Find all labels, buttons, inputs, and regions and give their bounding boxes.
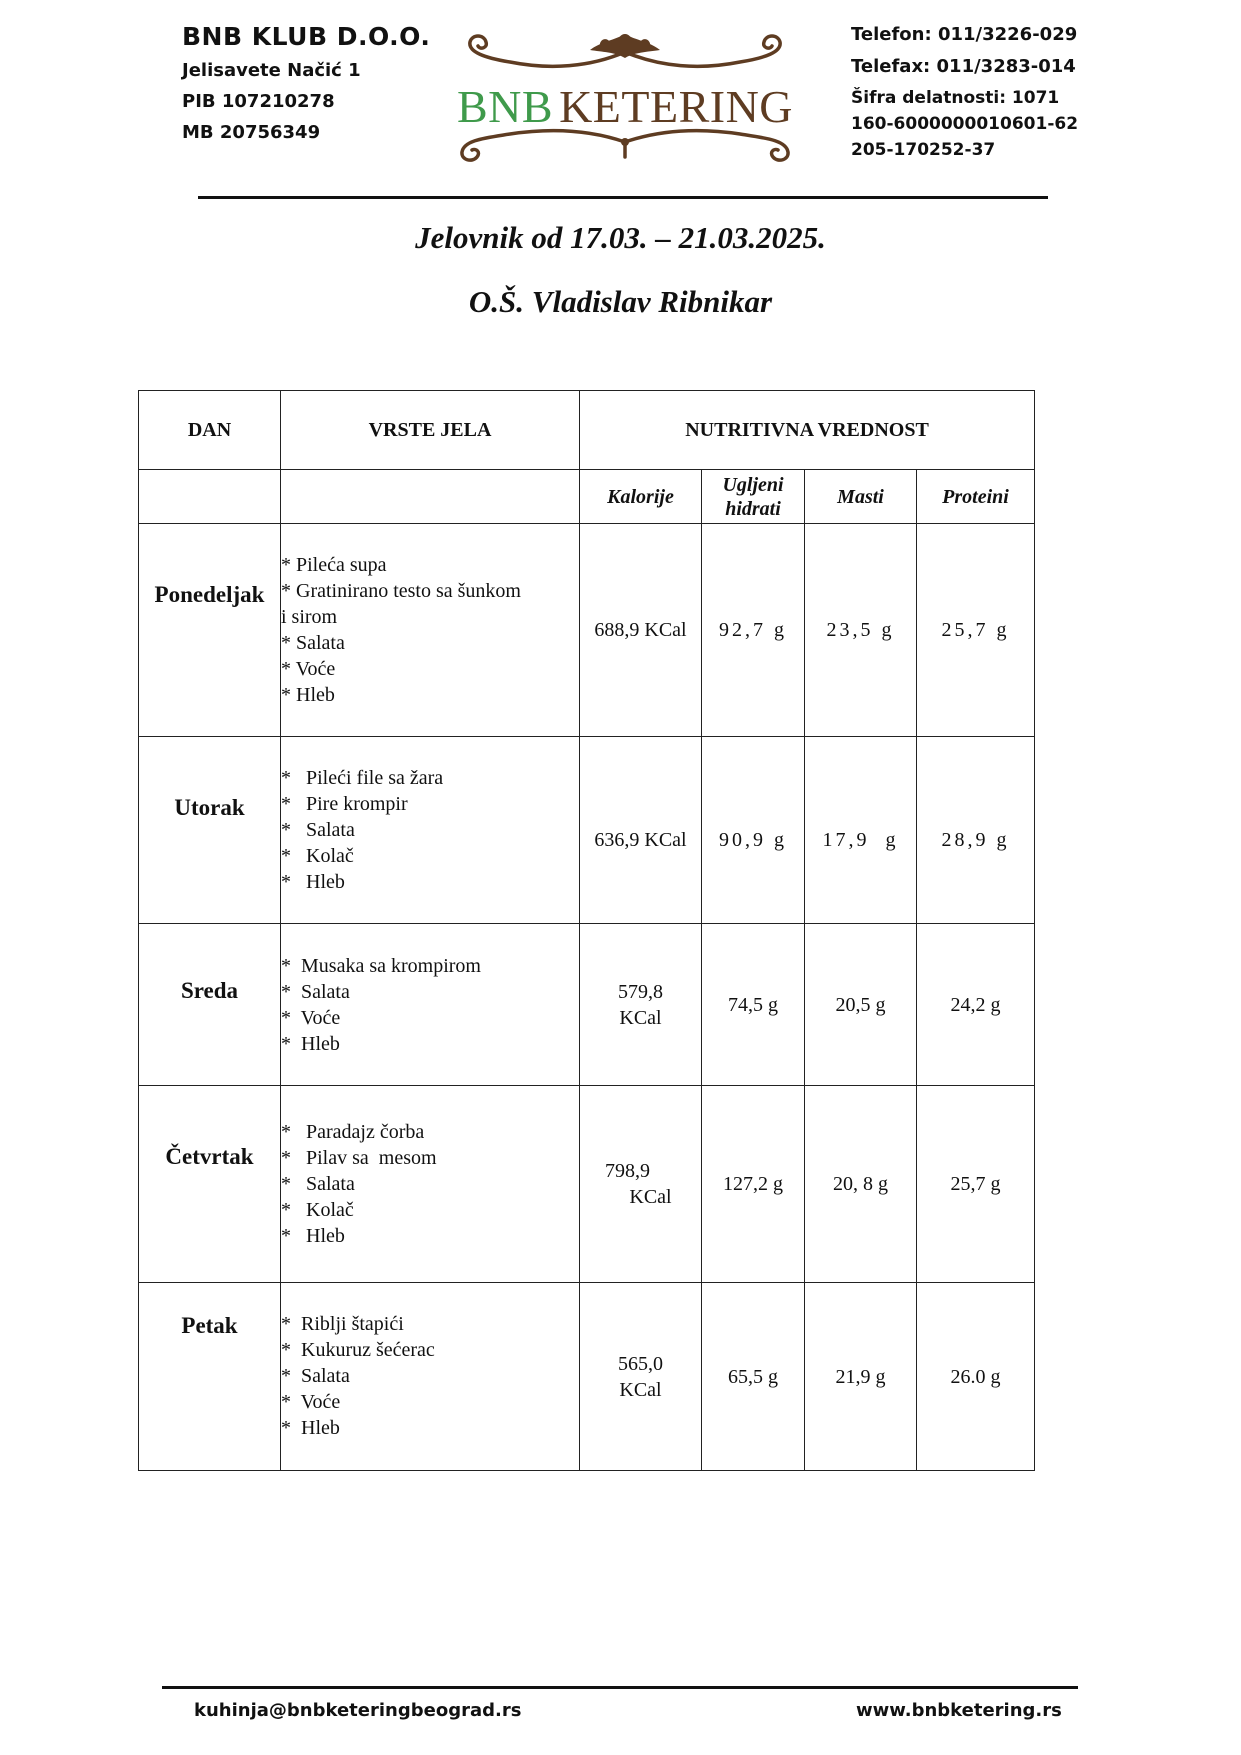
carbs-cell: 90,9 g	[702, 737, 805, 924]
dish-item: * Kolač	[281, 1199, 354, 1221]
carbs-cell: 92,7 g	[702, 524, 805, 737]
dish-item: * Pilav sa mesom	[281, 1147, 437, 1169]
subheader-calories	[580, 470, 702, 524]
dish-item: * Paradajz čorba	[281, 1121, 425, 1143]
dishes-cell	[281, 737, 580, 924]
dish-item: * Salata	[281, 632, 345, 654]
calories-unit: KCal	[629, 1186, 672, 1208]
table-row	[139, 1086, 1035, 1283]
day-cell: Petak	[139, 1283, 281, 1471]
subheader-calories-label: Kalorije	[607, 485, 674, 508]
dish-item: * Hleb	[281, 1417, 340, 1439]
contact-info	[851, 24, 1078, 166]
dish-item: * Hleb	[281, 1032, 340, 1055]
calories-value: 798,9	[605, 1160, 650, 1182]
calories-value: 688,9 KCal	[594, 619, 687, 641]
footer-email[interactable]: kuhinja@bnbketeringbeograd.rs	[194, 1700, 522, 1721]
day-cell: Četvrtak	[139, 1086, 281, 1283]
logo-text	[450, 80, 800, 133]
dishes-cell	[281, 524, 580, 737]
dish-item: * Voće	[281, 1391, 341, 1413]
protein-cell: 24,2 g	[917, 924, 1035, 1086]
subheader-fat	[805, 470, 917, 524]
menu-table	[138, 390, 1035, 1471]
fat-cell: 20,5 g	[805, 924, 917, 1086]
protein-cell: 25,7 g	[917, 524, 1035, 737]
calories-unit: KCal	[619, 1006, 662, 1029]
carbs-cell: 65,5 g	[702, 1283, 805, 1471]
logo-bnb: BNB	[456, 81, 554, 132]
calories-cell	[580, 737, 702, 924]
carbs-cell: 74,5 g	[702, 924, 805, 1086]
dish-item: * Musaka sa krompirom	[281, 954, 481, 977]
header-divider	[198, 196, 1048, 199]
contact-activity-code: Šifra delatnosti: 1071	[851, 88, 1060, 108]
subheader-row	[139, 470, 1035, 524]
protein-cell: 26.0 g	[917, 1283, 1035, 1471]
fat-cell: 17,9 g	[805, 737, 917, 924]
protein-cell: 25,7 g	[917, 1086, 1035, 1283]
contact-fax: Telefax: 011/3283-014	[851, 56, 1076, 77]
school-name: O.Š. Vladislav Ribnikar	[468, 284, 773, 319]
subheader-fat-label: Masti	[837, 485, 884, 508]
subheader-protein-label: Proteini	[942, 485, 1009, 508]
page-title: Jelovnik od 17.03. – 21.03.2025.	[415, 220, 826, 255]
subheader-carbs-line1: Ugljeni	[722, 473, 784, 496]
dish-item: * Kolač	[281, 845, 354, 867]
calories-cell	[580, 1086, 702, 1283]
company-info	[182, 22, 430, 153]
dish-item: * Voće	[281, 658, 336, 680]
calories-value: 636,9 KCal	[594, 829, 687, 851]
table-row	[139, 1283, 1035, 1471]
table-row	[139, 524, 1035, 737]
dish-item: * Hleb	[281, 684, 335, 706]
dish-item: * Riblji štapići	[281, 1313, 404, 1335]
day-cell: Sreda	[139, 924, 281, 1086]
subheader-empty	[281, 470, 580, 524]
subheader-empty	[139, 470, 281, 524]
fat-cell: 21,9 g	[805, 1283, 917, 1471]
dish-item: * Salata	[281, 980, 350, 1003]
fat-cell: 23,5 g	[805, 524, 917, 737]
logo-ketering: KETERING	[559, 81, 794, 132]
table-row	[139, 737, 1035, 924]
calories-cell	[580, 1283, 702, 1471]
dishes-cell	[281, 924, 580, 1086]
company-name: BNB KLUB D.O.O.	[182, 22, 431, 51]
footer-website[interactable]: www.bnbketering.rs	[856, 1700, 1062, 1721]
dish-item: * Salata	[281, 1173, 355, 1195]
table-row	[139, 924, 1035, 1086]
dish-item: * Kukuruz šećerac	[281, 1339, 435, 1361]
day-cell: Ponedeljak	[139, 524, 281, 737]
header-nutrition: NUTRITIVNA VREDNOST	[580, 391, 1035, 470]
calories-value: 579,8	[618, 980, 663, 1003]
dish-item: i sirom	[281, 606, 338, 628]
header-row	[139, 391, 1035, 470]
dish-item: * Pileća supa	[281, 554, 387, 576]
dishes-cell	[281, 1086, 580, 1283]
dish-item: * Salata	[281, 819, 355, 841]
subheader-carbs-line2: hidrati	[725, 497, 781, 520]
company-mb: MB 20756349	[182, 122, 321, 143]
dishes-cell	[281, 1283, 580, 1471]
company-pib: PIB 107210278	[182, 91, 335, 112]
calories-value: 565,0	[618, 1352, 663, 1375]
dish-item: * Pire krompir	[281, 793, 408, 815]
calories-cell	[580, 924, 702, 1086]
contact-phone: Telefon: 011/3226-029	[851, 24, 1078, 45]
footer-divider	[162, 1686, 1078, 1689]
subheader-protein	[917, 470, 1035, 524]
dish-item: * Gratinirano testo sa šunkom	[281, 580, 521, 602]
dish-item: * Pileći file sa žara	[281, 767, 444, 789]
day-cell: Utorak	[139, 737, 281, 924]
contact-account-2: 205-170252-37	[851, 140, 996, 160]
dish-item: * Voće	[281, 1006, 341, 1029]
bnb-ketering-logo	[450, 22, 800, 172]
calories-unit: KCal	[619, 1378, 662, 1401]
calories-cell	[580, 524, 702, 737]
protein-cell: 28,9 g	[917, 737, 1035, 924]
subheader-carbs	[702, 470, 805, 524]
fat-cell: 20, 8 g	[805, 1086, 917, 1283]
dish-item: * Hleb	[281, 1225, 345, 1247]
dish-item: * Hleb	[281, 871, 345, 893]
carbs-cell: 127,2 g	[702, 1086, 805, 1283]
header-day: DAN	[139, 391, 281, 470]
dish-item: * Salata	[281, 1365, 350, 1387]
header-dishes: VRSTE JELA	[281, 391, 580, 470]
contact-account-1: 160-6000000010601-62	[851, 114, 1079, 134]
company-address: Jelisavete Načić 1	[182, 60, 361, 81]
